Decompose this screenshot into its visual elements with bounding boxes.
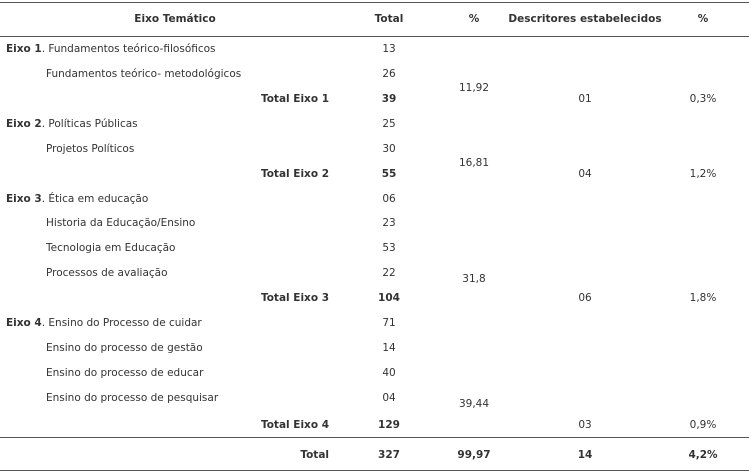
total-eixo-4-label: Total Eixo 4 — [260, 419, 329, 431]
total-eixo-4-value: 129 — [378, 419, 400, 431]
row-total: 14 — [382, 342, 396, 354]
subtopic-label: Historia da Educação/Ensino — [46, 217, 196, 229]
footer-total-label: Total — [300, 449, 329, 461]
top-rule — [0, 2, 749, 3]
eixo-4-title: . Ensino do Processo de cuidar — [41, 317, 202, 329]
group-3-percent-2: 1,8% — [689, 292, 717, 304]
group-4-percent: 39,44 — [458, 398, 490, 410]
group-4-percent-2: 0,9% — [689, 419, 717, 431]
eixo-4-number: Eixo 4 — [6, 317, 42, 329]
footer-percent: 99,97 — [457, 449, 491, 461]
group-1-percent: 11,92 — [458, 82, 490, 94]
group-4-descritores: 03 — [578, 419, 592, 431]
eixo-1-number: Eixo 1 — [6, 43, 42, 55]
row-total: 53 — [382, 242, 396, 254]
bottom-rule — [0, 470, 749, 471]
row-total: 04 — [382, 392, 396, 404]
group-3-descritores: 06 — [578, 292, 592, 304]
total-eixo-3-label: Total Eixo 3 — [260, 292, 329, 304]
subtopic-label: Ensino do processo de pesquisar — [46, 392, 219, 404]
eixo-2-label — [6, 117, 138, 131]
footer-descritores: 14 — [577, 449, 593, 461]
eixo-3-number: Eixo 3 — [6, 193, 42, 205]
total-eixo-2-label: Total Eixo 2 — [260, 168, 329, 180]
row-total: 13 — [382, 43, 396, 55]
header-percent: % — [468, 13, 480, 25]
row-total: 30 — [382, 143, 396, 155]
eixo-3-label — [6, 192, 148, 206]
eixo-4-label — [6, 316, 202, 330]
header-descritores: Descritores estabelecidos — [508, 13, 662, 25]
subtopic-label: Ensino do processo de gestão — [46, 342, 203, 354]
eixo-1-title: . Fundamentos teórico-filosóficos — [41, 43, 216, 55]
row-total: 71 — [382, 317, 396, 329]
header-eixo: Eixo Temático — [134, 13, 216, 25]
row-total: 40 — [382, 367, 396, 379]
subtopic-label: Tecnologia em Educação — [46, 242, 176, 254]
row-total: 25 — [382, 118, 396, 130]
footer-rule — [0, 437, 749, 438]
header-percent-2: % — [697, 13, 709, 25]
eixo-2-title: . Políticas Públicas — [41, 118, 138, 130]
eixo-1-label — [6, 42, 216, 56]
header-total: Total — [374, 13, 404, 25]
header-rule — [0, 36, 749, 37]
footer-total-value: 327 — [378, 449, 400, 461]
group-2-descritores: 04 — [578, 168, 592, 180]
eixo-2-number: Eixo 2 — [6, 118, 42, 130]
group-2-percent-2: 1,2% — [689, 168, 717, 180]
total-eixo-1-value: 39 — [381, 93, 397, 105]
row-total: 26 — [382, 68, 396, 80]
total-eixo-3-value: 104 — [378, 292, 400, 304]
subtopic-label: Processos de avaliação — [46, 267, 168, 279]
group-1-descritores: 01 — [578, 93, 592, 105]
subtopic-label: Fundamentos teórico- metodológicos — [46, 68, 242, 80]
total-eixo-2-value: 55 — [381, 168, 397, 180]
row-total: 23 — [382, 217, 396, 229]
row-total: 06 — [382, 193, 396, 205]
group-3-percent: 31,8 — [462, 273, 486, 285]
row-total: 22 — [382, 267, 396, 279]
subtopic-label: Ensino do processo de educar — [46, 367, 204, 379]
eixo-3-title: . Ética em educação — [41, 193, 149, 205]
total-eixo-1-label: Total Eixo 1 — [260, 93, 329, 105]
footer-percent-2: 4,2% — [688, 449, 718, 461]
group-2-percent: 16,81 — [458, 157, 490, 169]
subtopic-label: Projetos Políticos — [46, 143, 135, 155]
group-1-percent-2: 0,3% — [689, 93, 717, 105]
